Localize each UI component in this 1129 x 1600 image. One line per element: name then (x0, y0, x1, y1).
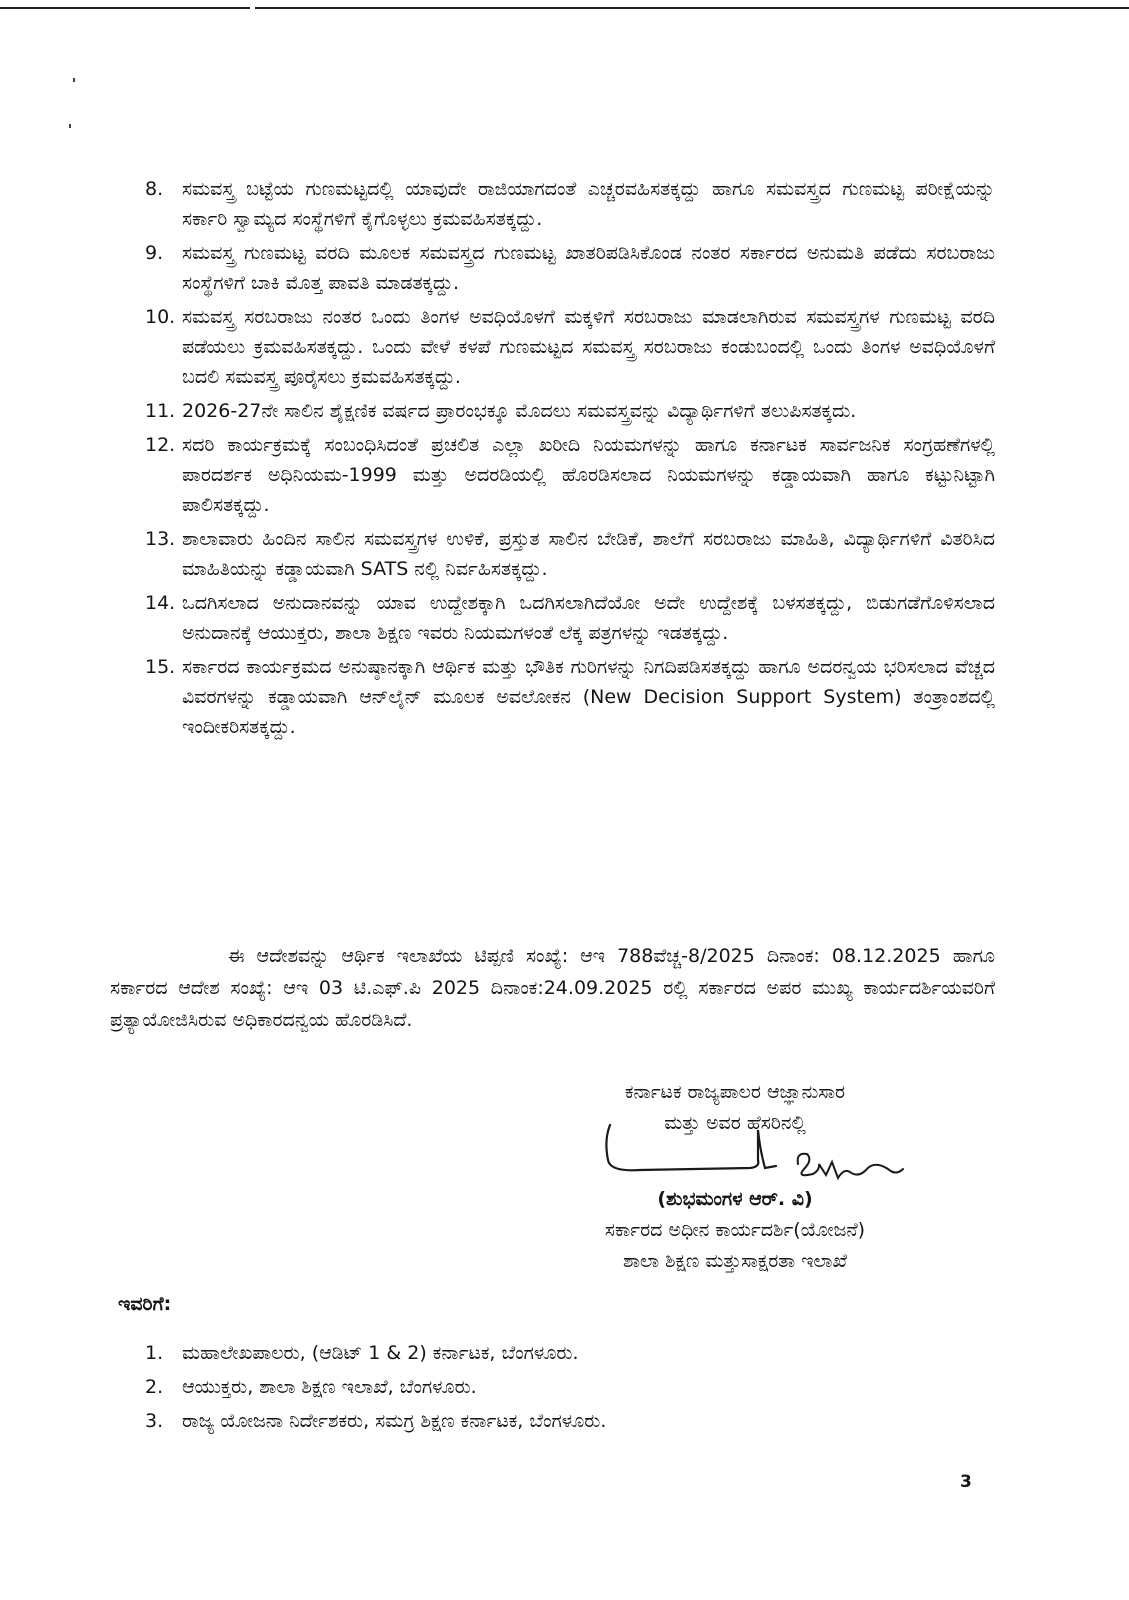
list-item (145, 396, 995, 426)
scan-speck (73, 78, 75, 82)
item-text: ಮಹಾಲೇಖಪಾಲರು, (ಆಡಿಟ್ 1 & 2) ಕರ್ನಾಟಕ, ಬೆಂಗಳೂರು. (182, 1342, 579, 1364)
item-number: 8. (145, 178, 164, 200)
item-number: 2. (145, 1376, 164, 1398)
list-item (145, 174, 995, 234)
item-text: ಸಮವಸ್ತ್ರ ಬಟ್ಟೆಯ ಗುಣಮಟ್ಟದಲ್ಲಿ ಯಾವುದೇ ರಾಜಿಯಾಗದಂತೆ ಎಚ್ಚರವಹಿಸತಕ್ಕದ್ದು ಹಾಗೂ ಸಮವಸ್ತ್ರದ ಗುಣಮಟ್ಟ ಪರೀಕ್ಷೆಯನ್ನು ಸರ್ಕಾರಿ ಸ್ವಾಮ್ಯದ ಸಂಸ್ಥೆಗಳಿಗೆ ಕೈಗೊಳ್ಳಲು ಕ್ರಮವಹಿಸತಕ್ಕದ್ದು. (182, 178, 995, 230)
item-number: 11. (145, 400, 176, 422)
signatory-department: ಶಾಲಾ ಶಿಕ್ಷಣ ಮತ್ತುಸಾಕ್ಷರತಾ ಇಲಾಖೆ (622, 1250, 848, 1272)
authority-line: ಮತ್ತು ಅವರ ಹೆಸರಿನಲ್ಲಿ (664, 1112, 806, 1134)
item-text: ಒದಗಿಸಲಾದ ಅನುದಾನವನ್ನು ಯಾವ ಉದ್ದೇಶಕ್ಕಾಗಿ ಒದಗಿಸಲಾಗಿದೆಯೋ ಅದೇ ಉದ್ದೇಶಕ್ಕೆ ಬಳಸತಕ್ಕದ್ದು, ಬಿಡುಗಡೆಗೊಳಿಸಲಾದ ಅನುದಾನಕ್ಕೆ ಆಯುಕ್ತರು, ಶಾಲಾ ಶಿಕ್ಷಣ ಇವರು ನಿಯಮಗಳಂತೆ ಲೆಕ್ಕ ಪತ್ರಗಳನ್ನು ಇಡತಕ್ಕದ್ದು. (182, 592, 995, 644)
item-text: ರಾಜ್ಯ ಯೋಜನಾ ನಿರ್ದೇಶಕರು, ಸಮಗ್ರ ಶಿಕ್ಷಣ ಕರ್ನಾಟಕ, ಬೆಂಗಳೂರು. (182, 1410, 607, 1432)
top-border-line (255, 7, 1129, 9)
item-number: 1. (145, 1342, 164, 1364)
item-number: 3. (145, 1410, 164, 1432)
item-text: ಆಯುಕ್ತರು, ಶಾಲಾ ಶಿಕ್ಷಣ ಇಲಾಖೆ, ಬೆಂಗಳೂರು. (182, 1376, 477, 1398)
item-text: ಸರ್ಕಾರದ ಕಾರ್ಯಕ್ರಮದ ಅನುಷ್ಠಾನಕ್ಕಾಗಿ ಆರ್ಥಿಕ ಮತ್ತು ಭೌತಿಕ ಗುರಿಗಳನ್ನು ನಿಗದಿಪಡಿಸತಕ್ಕದ್ದು ಹಾಗೂ ಅದರನ್ವಯ ಭರಿಸಲಾದ ವೆಚ್ಚದ ವಿವರಗಳನ್ನು ಕಡ್ಡಾಯವಾಗಿ ಆನ್‌ಲೈನ್ ಮೂಲಕ ಅವಲೋಕನ (New Decision Support System) ತಂತ್ರಾಂಶದಲ್ಲಿ ಇಂದೀಕರಿಸತಕ್ಕದ್ದು. (182, 656, 995, 738)
item-text: 2026-27ನೇ ಸಾಲಿನ ಶೈಕ್ಷಣಿಕ ವರ್ಷದ ಪ್ರಾರಂಭಕ್ಕೂ ಮೊದಲು ಸಮವಸ್ತ್ರವನ್ನು ವಿದ್ಯಾರ್ಥಿಗಳಿಗೆ ತಲುಪಿಸತಕ್ಕದು. (182, 400, 857, 422)
list-item (145, 1370, 975, 1404)
list-item (145, 652, 995, 742)
recipients-list (145, 1336, 975, 1438)
signatory-designation: ಸರ್ಕಾರದ ಅಧೀನ ಕಾರ್ಯದರ್ಶಿ(ಯೋಜನೆ) (604, 1219, 866, 1241)
scan-speck (69, 124, 71, 128)
item-number: 13. (145, 528, 176, 550)
item-text: ಸಮವಸ್ತ್ರ ಗುಣಮಟ್ಟ ವರದಿ ಮೂಲಕ ಸಮವಸ್ತ್ರದ ಗುಣಮಟ್ಟ ಖಾತರಿಪಡಿಸಿಕೊಂಡ ನಂತರ ಸರ್ಕಾರದ ಅನುಮತಿ ಪಡೆದು ಸರಬರಾಜು ಸಂಸ್ಥೆಗಳಿಗೆ ಬಾಕಿ ಮೊತ್ತ ಪಾವತಿ ಮಾಡತಕ್ಕದ್ದು. (182, 242, 995, 294)
instruction-list (145, 174, 995, 746)
order-paragraph: ಈ ಆದೇಶವನ್ನು ಆರ್ಥಿಕ ಇಲಾಖೆಯ ಟಿಪ್ಪಣಿ ಸಂಖ್ಯೆ: ಆಇ 788ವೆಚ್ಚ-8/2025 ದಿನಾಂಕ: 08.12.2025 ಹಾಗೂ ಸರ್ಕಾರದ ಆದೇಶ ಸಂಖ್ಯೆ: ಆಇ 03 ಟಿ.ಎಫ್.ಪಿ 2025 ದಿನಾಂಕ:24.09.2025 ರಲ್ಲಿ ಸರ್ಕಾರದ ಅಪರ ಮುಖ್ಯ ಕಾರ್ಯದರ್ಶಿಯವರಿಗೆ ಪ್ರತ್ಯಾಯೋಜಿಸಿರುವ ಅಧಿಕಾರದನ್ವಯ ಹೊರಡಿಸಿದೆ. (110, 945, 995, 1031)
item-number: 9. (145, 242, 164, 264)
item-text: ಸದರಿ ಕಾರ್ಯಕ್ರಮಕ್ಕೆ ಸಂಬಂಧಿಸಿದಂತೆ ಪ್ರಚಲಿತ ಎಲ್ಲಾ ಖರೀದಿ ನಿಯಮಗಳನ್ನು ಹಾಗೂ ಕರ್ನಾಟಕ ಸಾರ್ವಜನಿಕ ಸಂಗ್ರಹಣೆಗಳಲ್ಲಿ ಪಾರದರ್ಶಕ ಅಧಿನಿಯಮ-1999 ಮತ್ತು ಅದರಡಿಯಲ್ಲಿ ಹೊರಡಿಸಲಾದ ನಿಯಮಗಳನ್ನು ಕಡ್ಡಾಯವಾಗಿ ಹಾಗೂ ಕಟ್ಟುನಿಟ್ಟಾಗಿ ಪಾಲಿಸತಕ್ಕದ್ದು. (182, 434, 995, 516)
recipients-heading: ಇವರಿಗೆ: (118, 1293, 172, 1315)
top-border-line (0, 7, 250, 9)
item-number: 12. (145, 434, 176, 456)
page-number: 3 (960, 1472, 972, 1492)
signatory-name: (ಶುಭಮಂಗಳ ಆರ್. ವಿ) (657, 1188, 813, 1210)
list-item (145, 524, 995, 584)
item-number: 15. (145, 656, 176, 678)
item-text: ಸಮವಸ್ತ್ರ ಸರಬರಾಜು ನಂತರ ಒಂದು ತಿಂಗಳ ಅವಧಿಯೊಳಗೆ ಮಕ್ಕಳಿಗೆ ಸರಬರಾಜು ಮಾಡಲಾಗಿರುವ ಸಮವಸ್ತ್ರಗಳ ಗುಣಮಟ್ಟ ವರದಿ ಪಡೆಯಲು ಕ್ರಮವಹಿಸತಕ್ಕದ್ದು. ಒಂದು ವೇಳೆ ಕಳಪೆ ಗುಣಮಟ್ಟದ ಸಮವಸ್ತ್ರ ಸರಬರಾಜು ಕಂಡುಬಂದಲ್ಲಿ ಒಂದು ತಿಂಗಳ ಅವಧಿಯೊಳಗೆ ಬದಲಿ ಸಮವಸ್ತ್ರ ಪೂರೈಸಲು ಕ್ರಮವಹಿಸತಕ್ಕದ್ದು. (182, 306, 995, 388)
handwritten-signature (600, 1120, 940, 1220)
item-number: 10. (145, 306, 176, 328)
list-item (145, 238, 995, 298)
list-item (145, 302, 995, 392)
item-text: ಶಾಲಾವಾರು ಹಿಂದಿನ ಸಾಲಿನ ಸಮವಸ್ತ್ರಗಳ ಉಳಿಕೆ, ಪ್ರಸ್ತುತ ಸಾಲಿನ ಬೇಡಿಕೆ, ಶಾಲೆಗೆ ಸರಬರಾಜು ಮಾಹಿತಿ, ವಿದ್ಯಾರ್ಥಿಗಳಿಗೆ ವಿತರಿಸಿದ ಮಾಹಿತಿಯನ್ನು ಕಡ್ಡಾಯವಾಗಿ SATS ನಲ್ಲಿ ನಿರ್ವಹಿಸತಕ್ಕದ್ದು. (182, 528, 995, 580)
list-item (145, 1404, 975, 1438)
list-item (145, 430, 995, 520)
list-item (145, 1336, 975, 1370)
authority-line: ಕರ್ನಾಟಕ ರಾಜ್ಯಪಾಲರ ಆಜ್ಞಾನುಸಾರ (624, 1081, 846, 1103)
item-number: 14. (145, 592, 176, 614)
list-item (145, 588, 995, 648)
